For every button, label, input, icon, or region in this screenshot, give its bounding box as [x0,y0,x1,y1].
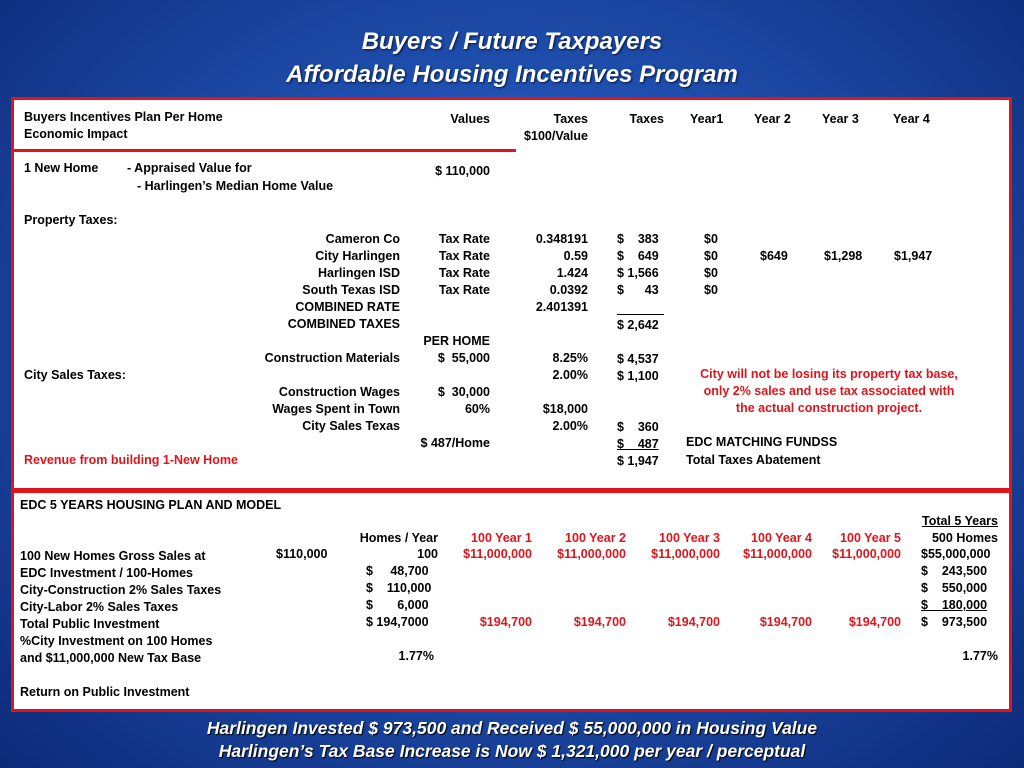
year-header: 100 Year 3 [659,531,720,545]
row-label: City-Labor 2% Sales Taxes [20,600,179,614]
wages-spent-pct: 60% [464,402,490,416]
total-5-years-header: Total 5 Years [922,514,998,528]
col-header-values: Values [450,112,490,126]
homes-per-year-header: Homes / Year [359,531,438,545]
construction-materials-rate: 8.25% [552,351,588,365]
sales-year-value: $11,000,000 [743,547,812,561]
row-year3: $1,298 [824,249,863,263]
city-sales-texas-label: City Sales Texas [302,419,400,433]
homes-col-value: $ 6,000 [366,598,429,612]
panel-heading-line1: Buyers Incentives Plan Per Home [24,110,223,124]
plan-heading: EDC 5 YEARS HOUSING PLAN AND MODEL [20,498,282,512]
wages-spent-amount: $18,000 [542,402,588,416]
sales-year-value: $11,000,000 [651,547,720,561]
sales-tax: $ 1,100 [617,369,659,383]
homes-col-value: $ 194,7000 [366,615,429,629]
row-label: City Harlingen [315,249,400,263]
row-tax: $ 649 [617,249,659,263]
construction-wages-label: Construction Wages [278,385,400,399]
wages-spent-label: Wages Spent in Town [272,402,400,416]
total-homes: 500 Homes [931,531,998,545]
row-label: 100 New Homes Gross Sales at [20,549,206,563]
row-year4: $1,947 [894,249,933,263]
housing-plan-panel [11,490,1012,712]
footer-line2: Harlingen’s Tax Base Increase is Now $ 1,321,000 per year / perceptual [218,741,806,761]
row-tax: $ 43 [617,283,659,297]
combined-taxes-value: $ 2,642 [617,318,659,332]
col-header-year3: Year 3 [822,112,859,126]
appraised-label-2: - Harlingen’s Median Home Value [137,179,334,193]
construction-materials-label: Construction Materials [264,351,400,365]
row-label: South Texas ISD [302,283,400,297]
panel-heading-line2: Economic Impact [24,127,128,141]
year-header: 100 Year 2 [565,531,626,545]
row-year1: $0 [704,283,718,297]
row-year2: $649 [760,249,788,263]
investment-year-value: $194,700 [573,615,626,629]
total-value: $ 243,500 [921,564,988,578]
row-rate: 0.59 [563,249,588,263]
row-label: Cameron Co [325,232,400,246]
slide-title-line2: Affordable Housing Incentives Program [286,61,738,88]
sales-year-value: $11,000,000 [557,547,626,561]
col-header-taxes-rate: Taxes [553,112,588,126]
header-divider [14,149,516,152]
appraised-label-1: - Appraised Value for [127,161,252,175]
row-kind: Tax Rate [438,232,490,246]
homes-col-value: 1.77% [398,649,434,663]
per-home-value: $ 487/Home [420,436,490,450]
row-rate: 0.0392 [549,283,588,297]
row-label: %City Investment on 100 Homes [20,634,213,648]
total-value: $ 973,500 [921,615,988,629]
combined-rate-label: COMBINED RATE [295,300,400,314]
property-taxes-label: Property Taxes: [24,213,118,227]
row-label: Return on Public Investment [20,685,190,699]
sales-year-value: $11,000,000 [832,547,901,561]
combined-taxes-label: COMBINED TAXES [287,317,400,331]
homes-col-value: 100 [417,547,438,561]
row-year1: $0 [704,232,718,246]
sales-rate: 2.00% [552,368,588,382]
col-header-year1: Year1 [690,112,724,126]
total-tax: $ 1,947 [617,454,659,468]
row-label: City-Construction 2% Sales Taxes [20,583,222,597]
col-header-taxes: Taxes [629,112,664,126]
homes-col-value: $ 48,700 [366,564,429,578]
edc-matching-label: EDC MATCHING FUNDSS [686,435,838,449]
footer-line1: Harlingen Invested $ 973,500 and Received $ 55,000,000 in Housing Value [206,718,818,738]
total-value: $ 180,000 [921,598,988,612]
investment-year-value: $194,700 [759,615,812,629]
row-rate: 1.424 [556,266,588,280]
construction-wages-value: $ 30,000 [437,385,490,399]
city-sales-taxes-label: City Sales Taxes: [24,368,126,382]
total-value: 1.77% [962,649,998,663]
row-year1: $0 [704,249,718,263]
col-header-year2: Year 2 [754,112,791,126]
row-label: Harlingen ISD [318,266,400,280]
row-label: Total Public Investment [20,617,160,631]
sales-year-value: $11,000,000 [463,547,532,561]
col-header-taxes-per-100: $100/Value [524,129,588,143]
per-home-tax: $ 487 [617,437,659,451]
row-year1: $0 [704,266,718,280]
appraised-value: $ 110,000 [435,164,490,178]
year-header: 100 Year 5 [840,531,901,545]
construction-materials-tax: $ 4,537 [617,352,659,366]
row-kind: Tax Rate [438,249,490,263]
total-value: $55,000,000 [921,547,991,561]
year-header: 100 Year 1 [471,531,532,545]
per-home-header: PER HOME [423,334,490,348]
row-rate: 0.348191 [535,232,588,246]
new-home-label: 1 New Home [24,161,99,175]
row-kind: Tax Rate [438,266,490,280]
total-value: $ 550,000 [921,581,988,595]
investment-year-value: $194,700 [848,615,901,629]
property-tax-note: City will not be losing its property tax base, only 2% sales and use tax associated with the actual construction project. [700,367,958,415]
row-tax: $ 383 [617,232,659,246]
total-abatement-label: Total Taxes Abatement [686,453,821,467]
combined-rate-value: 2.401391 [535,300,588,314]
row-label: EDC Investment / 100-Homes [20,566,193,580]
row-label: and $11,000,000 New Tax Base [20,651,202,665]
investment-year-value: $194,700 [479,615,532,629]
row-kind: Tax Rate [438,283,490,297]
year-header: 100 Year 4 [751,531,812,545]
row-tax: $ 1,566 [617,266,659,280]
revenue-label: Revenue from building 1-New Home [24,453,238,467]
gross-price: $110,000 [276,547,328,561]
homes-col-value: $ 110,000 [366,581,432,595]
construction-materials-value: $ 55,000 [437,351,490,365]
city-sales-texas-tax: $ 360 [617,420,659,434]
sum-underline [617,314,664,315]
col-header-year4: Year 4 [893,112,930,126]
incentives-table-panel [11,97,1012,491]
slide-title-line1: Buyers / Future Taxpayers [361,28,663,55]
city-sales-texas-rate: 2.00% [552,419,588,433]
investment-year-value: $194,700 [667,615,720,629]
